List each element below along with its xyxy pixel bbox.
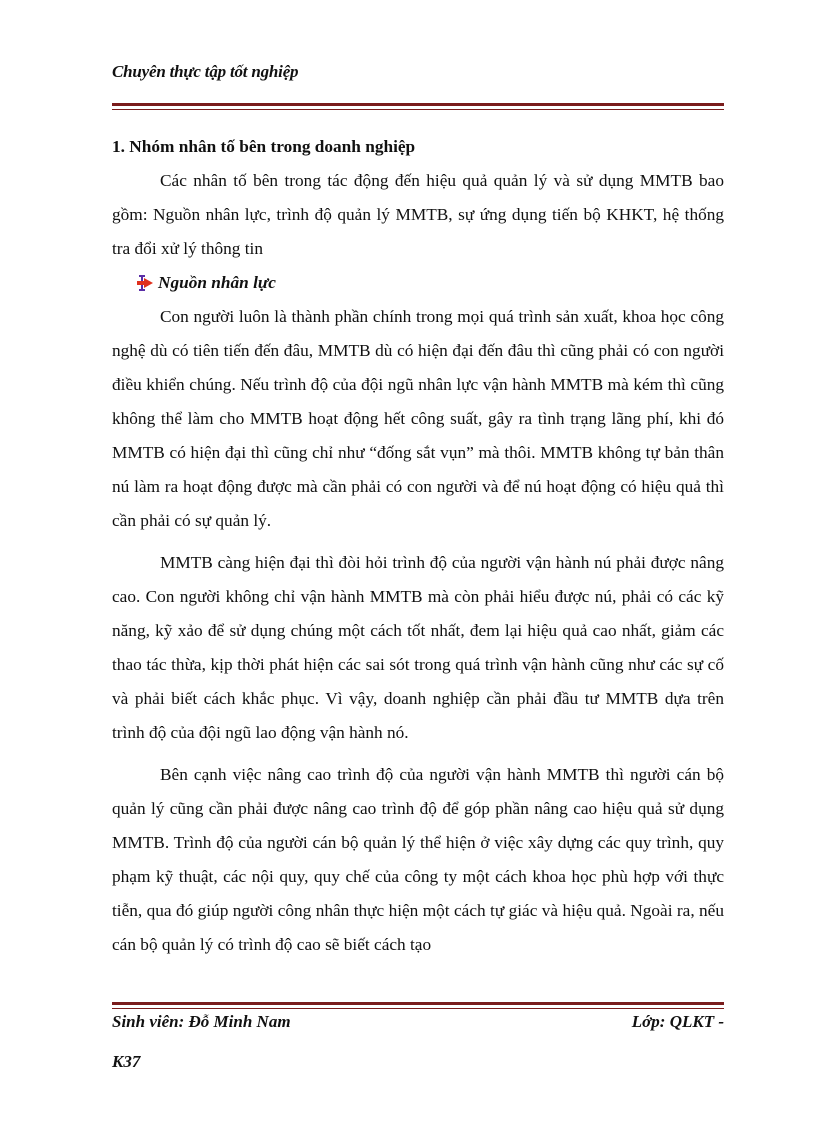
intro-paragraph: Các nhân tố bên trong tác động đến hiệu quả quản lý và sử dụng MMTB bao gồm: Nguồn nhân lực, trình độ quản lý MMTB, sự ứng dụng tiến bộ KHKT, hệ thống tra đổi xử lý thông tin: [112, 171, 724, 258]
subheading-human-resources: [112, 266, 724, 300]
footer-divider: [112, 1002, 724, 1009]
section-heading: 1. Nhóm nhân tố bên trong doanh nghiệp: [112, 137, 416, 156]
footer-class-continued: K37: [112, 1052, 141, 1071]
document-body: [112, 130, 724, 962]
body-paragraph-3: Bên cạnh việc nâng cao trình độ của người vận hành MMTB thì người cán bộ quản lý cũng cần phải được nâng cao trình độ để góp phần nâng cao hiệu quả sử dụng MMTB. Trình độ của người cán bộ quản lý thể hiện ở việc xây dựng các quy trình, quy phạm kỹ thuật, các nội quy, quy chế của công ty một cách khoa học phù hợp với thực tiễn, qua đó giúp người công nhân thực hiện một cách tự giác và hiệu quả. Ngoài ra, nếu cán bộ quản lý có trình độ cao sẽ biết cách tạo: [112, 765, 724, 954]
body-paragraph-2: MMTB càng hiện đại thì đòi hỏi trình độ của người vận hành nú phải được nâng cao. Con người không chỉ vận hành MMTB mà còn phải hiểu được nú, phải có các kỹ năng, kỹ xảo để sử dụng chúng một cách tốt nhất, đem lại hiệu quả cao nhất, giảm các thao tác thừa, kịp thời phát hiện các sai sót trong quá trình vận hành cũng như các sự cố và phải biết cách khắc phục. Vì vậy, doanh nghiệp cần phải đầu tư MMTB dựa trên trình độ của đội ngũ lao động vận hành nó.: [112, 553, 724, 742]
page-header-title: Chuyên thực tập tốt nghiệp: [112, 62, 299, 81]
arrow-bullet-icon: [136, 274, 154, 292]
subheading-label: Nguồn nhân lực: [158, 273, 276, 292]
body-paragraph-1: Con người luôn là thành phần chính trong mọi quá trình sản xuất, khoa học công nghệ dù có tiên tiến đến đâu, MMTB dù có hiện đại đến đâu thì cũng phải có con người điều khiển chúng. Nếu trình độ của đội ngũ nhân lực vận hành MMTB mà kém thì cũng không thể làm cho MMTB hoạt động hết công suất, gây ra tình trạng lãng phí, khi đó MMTB có hiện đại thì cũng chỉ như “đống sắt vụn” mà thôi. MMTB không tự bản thân nú làm ra hoạt động được mà cần phải có con người và để nú hoạt động có hiệu quả thì cần phải có sự quản lý.: [112, 307, 724, 530]
footer-student-name: Sinh viên: Đỗ Minh Nam: [112, 1012, 291, 1031]
header-divider: [112, 103, 724, 110]
footer-class: Lớp: QLKT -: [631, 1012, 724, 1031]
